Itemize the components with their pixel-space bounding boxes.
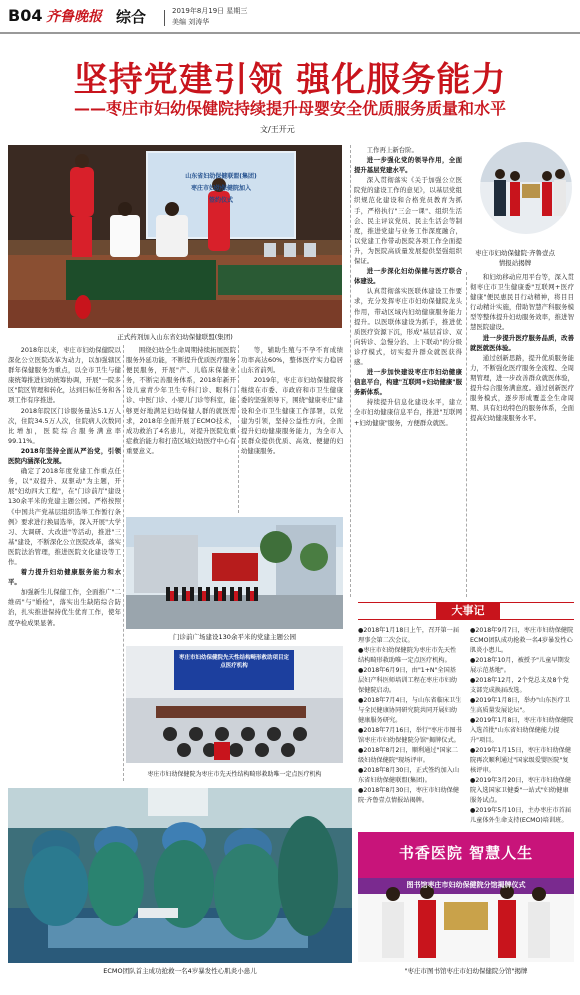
headline-title: 坚持党建引领 强化服务能力	[73, 60, 507, 100]
milestones-title: 大事记	[436, 602, 500, 620]
photo-party-park	[126, 517, 343, 629]
photo-ecmo-surgery	[8, 788, 352, 963]
milestones-right-col	[470, 626, 574, 830]
library-banner-text: 书香医院 智慧人生	[398, 844, 534, 862]
article-col-2	[126, 345, 236, 513]
col5-para-1: 和妇幼移动应用平台等，深入贯彻枣庄市卫生健康委"互联网+医疗健康"便民惠民目行动精神，将目目行动精计实施，借助智慧产科服务模型等整体提升妇幼服务效率，推进智慧医院建设。	[470, 273, 574, 332]
col1-heading-2: 着力提升妇幼健康服务能力和水平。	[8, 568, 121, 587]
col5-heading-1: 进一步提升医疗服务品质，改善就医就医体验。	[470, 333, 574, 352]
col4-para-0: 工作再上新台阶。	[366, 146, 418, 154]
col1-para-2: 2018年院区门诊服务量达5.1万人次，住院34.5万人次，住院病人次数同比增加，医院综合服务满意率99.11%。	[8, 406, 121, 445]
photo-library-branch	[358, 832, 574, 962]
col5-para-2: 通过创新思路，提升优质服务能力，不断强化医疗服务全流程、全周期管理，进一步改善群众就医体验，提升综合服务满意度。通过创新医疗服务模式，逐步形成覆盖全生命周期、具有妇幼特色的服务体系，全面提高妇幼健康服务水平。	[470, 353, 574, 423]
column-divider	[350, 145, 351, 597]
photo-signing-ceremony	[8, 145, 342, 328]
milestone-item: ●2019年1月8日，枣庄市妇幼保健院入选首批"山东省妇幼保健能力提升"项目。	[470, 717, 574, 744]
caption-library: "枣庄市图书馆枣庄市妇幼保健院分馆"揭牌	[404, 967, 528, 975]
milestone-item: ●2019年5月10日，主办枣庄市首届儿童体外生命支持(ECMO)培训班。	[470, 807, 572, 824]
column-divider	[123, 345, 124, 781]
caption-designation: 枣庄市妇幼保健院为枣庄市先天性结构畸形救助唯一定点医疗机构	[147, 771, 322, 778]
article-col-3	[241, 345, 343, 513]
col1-para-1: 2018年以来，枣庄市妇幼保健院以深化公立医院改革为动力，以加强辖区群年保健服务为重点，以全市卫生与健康统筹推进妇幼统筹协调，开展"一院多区"院区管理和转化，达到目标任务和各项工作有序推进。	[8, 346, 121, 405]
designation-banner-text: 枣庄市妇幼保健院先天性结构畸形救助项目定点医疗机构	[178, 655, 289, 669]
section-name: 综合	[116, 8, 147, 26]
milestone-item: ●2018年9月7日，枣庄市妇幼保健院ECMO团队成功抢救一名4岁暴发性心肌炎小患儿。	[470, 627, 574, 654]
caption-info-station: 枣庄市妇幼保健院·齐鲁壹点 情报站揭牌	[474, 249, 556, 267]
milestone-item: ●2018年10月，被授予"儿童早期发展示范基地"。	[470, 657, 570, 674]
photo-info-station	[480, 142, 572, 234]
article-col-5	[470, 272, 574, 597]
header-divider	[164, 10, 165, 26]
milestone-item: ●2018年7月4日，与山东省临床卫生与全民健康协同研究院共同开展妇幼健康服务研究。	[358, 697, 462, 724]
milestone-item: ●2018年6月9日，由"1+N"全国基层妇产科医师培训工程在枣庄市妇幼保健院启动。	[358, 667, 457, 694]
caption-party-park: 门诊前广场建设130余平米的党建主题公园	[173, 633, 296, 641]
col3-para-2: 2019年，枣庄市妇幼保健院将继续在市委、市政府和市卫生健康委的坚强领导下，围绕"健康枣庄"建设和全市卫生健康工作部署，以党建为引领，坚持公益性方向，全面提升妇幼健康服务能力，为全市人民群众提供优质、高效、便捷的妇幼健康服务。	[241, 376, 343, 455]
issue-date: 2019年8月19日 星期三	[172, 7, 248, 15]
caption-signing-ceremony: 正式药剂加入山东省妇幼保健联盟(集团)	[117, 333, 233, 341]
milestone-item: ●2019年1月15日，枣庄市妇幼保健院再次顺利通过"国家级爱婴医院"复核评审。	[470, 747, 572, 774]
page-number: B04	[8, 6, 43, 25]
col4-heading-2: 进一步深化妇幼保健与医疗联合体建设。	[354, 267, 462, 286]
library-banner-subtext: 图书馆枣庄市妇幼保健院分馆揭牌仪式	[406, 881, 526, 889]
milestone-item: ●2018年7月16日，举行"枣庄市图书馆枣庄市妇幼保健院分馆"揭牌仪式。	[358, 727, 462, 744]
milestone-item: ●2019年1月8日，举办"山东医疗卫生高质量发展论坛"。	[470, 697, 570, 714]
newspaper-logo: 齐鲁晚报	[46, 9, 102, 25]
col1-para-4: 加强新生儿保健工作，全面推广"二维码"与"婚检"，落实出生缺陷综合防治，扎实推进保持优生优育工作，使年度孕检成果显著。	[8, 588, 121, 627]
column-divider	[238, 345, 239, 513]
milestones-box	[358, 602, 574, 824]
col4-heading-1: 进一步强化党的领导作用，全面提升基层党建水平。	[354, 156, 462, 175]
milestone-item: ●2018年12月，2个党总支及8个党支部完成换届改选。	[470, 677, 569, 694]
milestones-left-col	[358, 626, 462, 830]
col4-heading-3: 进一步加快建设枣庄市妇幼健康信息平台，构建"互联网+妇幼健康"服务新体系。	[354, 368, 462, 397]
col3-para-1: 等，辅助生殖与不孕不育成绩功率高达60%，整体医疗实力稳居山东省前列。	[241, 346, 343, 375]
article-col-4	[354, 145, 462, 597]
party-park-illustration	[126, 517, 343, 629]
milestone-item: ●2018年1月18日上午，召开第一届理事会第二次会议。	[358, 627, 460, 644]
col4-para-1: 深入贯彻落实《关于加强公立医院党的建设工作的意见》，以基层党组织规范化建设和合格党员教育为抓手，严格执行"三会一课"、组织生活会、民主评议党员、民主生活会等制度，推进党建与业务工作深度融合，以党建工作带动医院各项工作全面提升，为医院高质量发展提供坚强组织保证。	[354, 176, 462, 266]
col2-para-1: 围绕妇幼全生命周期持续拓展医院服务外延功能，不断提升优质医疗服务便民服务，开展"产、儿临床保健业务，不断完善服务体系，2018年新开设儿童青少年卫生专科门诊、眼科门诊、中医门诊、小婴儿门诊等科室，能够更好地满足妇幼保健人群的就医需求，2018年全面开展了ECMO技术，成功救治了4名患儿，对提升医院危重症救治能力和打造区域妇幼医疗中心有重要意义。	[126, 346, 236, 455]
col4-para-3: 持续提升信息化建设水平，建立全市妇幼健康信息平台，推进"互联网+妇幼健康"服务，方便群众就医。	[354, 398, 462, 427]
article-col-1	[8, 345, 121, 781]
ecmo-surgery-illustration	[8, 788, 352, 963]
milestone-item: ●2019年3月20日，枣庄市妇幼保健院入选国家卫健委"一站式"妇幼健康服务试点。	[470, 777, 572, 804]
milestone-item: ●枣庄市妇幼保健院为枣庄市先天性结构畸形救助唯一定点医疗机构。	[358, 647, 457, 664]
ceremony-screen-text: 山东省妇幼保健联盟(集团) 枣庄市妇幼保健院加入 签约仪式	[185, 173, 257, 204]
editor-credit: 美编 刘涛华	[172, 18, 210, 26]
milestone-item: ●2018年8月30日，正式签约加入山东省妇幼保健联盟(集团)。	[358, 767, 460, 784]
milestone-item: ●2018年8月30日，枣庄市妇幼保健院·齐鲁壹点情报站揭牌。	[358, 787, 460, 804]
photo-designation-ceremony	[126, 646, 343, 763]
col4-para-2: 认真贯彻落实医联体建设工作要求，充分发挥枣庄市妇幼保健院龙头作用，带动区域内妇幼健康服务能力提升。以医联体建设为抓手，推进优质医疗资源下沉，形成"基层首诊、双向转诊、急慢分治、上下联动"的分级诊疗模式，切实提升群众就医获得感。	[354, 287, 462, 366]
caption-ecmo: ECMO团队首主成功抢救一名4岁暴发性心肌炎小患儿	[103, 967, 257, 975]
milestone-item: ●2018年8月2日，顺利通过"国家二级妇幼保健院"现场评审。	[358, 747, 458, 764]
col1-heading-1: 2018年坚持全面从严治党，引领医院内涵深化发展。	[8, 446, 121, 466]
col1-para-3: 确定了2018年度党建工作重点任务，以"双提升、双驱动"为主题，开展"妇幼四大工程"，在"门诊前厅"建设130余平米的党建主题公园。严格按照《中国共产党基层组织选举工作暂行条例》要求进行换届选举，深入开展"大学习、大调研、大改进"等活动，推进"三基"建设，不断深化公立医院改革，落实医院法治管理，推进医院文化建设等工作。	[8, 467, 121, 566]
column-divider	[466, 272, 467, 597]
headline-subtitle: ——枣庄市妇幼保健院持续提升母婴安全优质服务质量和水平	[73, 99, 506, 118]
page-header	[0, 0, 580, 34]
info-station-illustration	[480, 142, 572, 234]
byline: 文/王开元	[260, 125, 295, 134]
